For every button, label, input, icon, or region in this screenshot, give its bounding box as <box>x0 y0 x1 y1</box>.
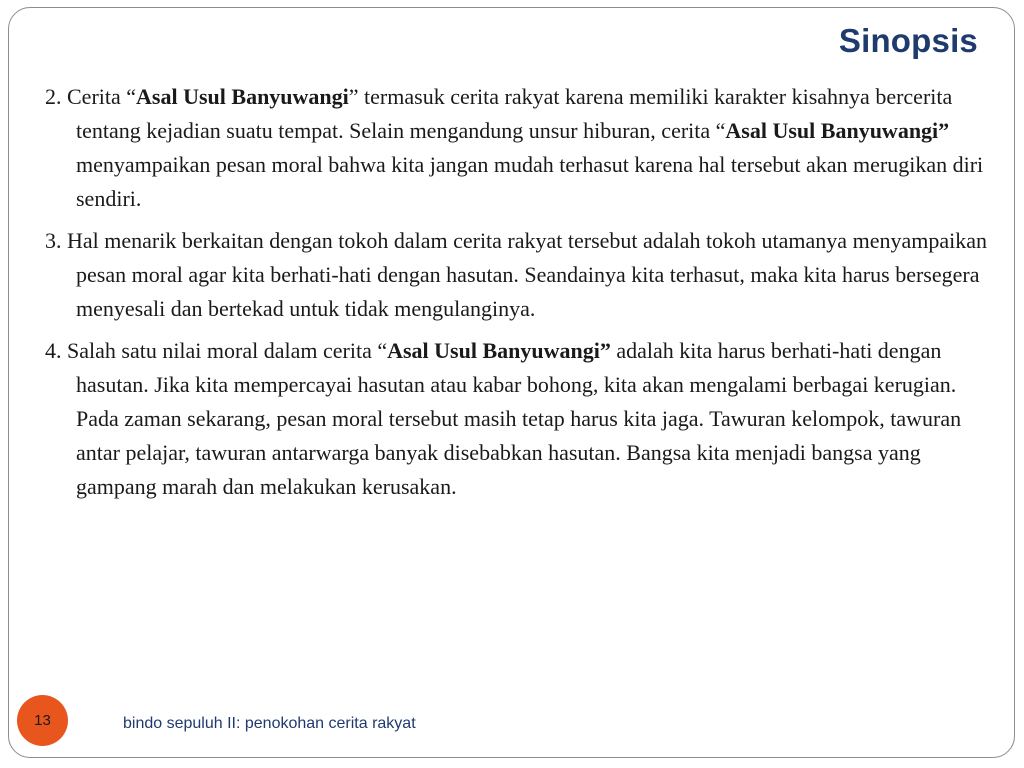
paragraph-3 <box>45 224 995 326</box>
paragraph-4-text-b: adalah kita harus berhati-hati dengan hasutan. Jika kita mempercayai hasutan atau kabar bohong, kita akan mengalami berbagai kerugian. Pada zaman sekarang, pesan moral tersebut masih tetap harus kita jaga. Tawuran kelompok, tawuran antar pelajar, tawuran antarwarga banyak disebabkan hasutan. Bangsa kita menjadi bangsa yang gampang marah dan melakukan kerusakan. <box>76 338 962 499</box>
slide-number-badge <box>17 695 68 746</box>
paragraph-2-text-a: 2. Cerita “ <box>45 84 137 109</box>
paragraph-3-text: 3. Hal menarik berkaitan dengan tokoh dalam cerita rakyat tersebut adalah tokoh utamanya menyampaikan pesan moral agar kita berhati-hati dengan hasutan. Seandainya kita terhasut, maka kita harus bersegera menyesali dan bertekad untuk tidak mengulanginya. <box>45 228 987 321</box>
paragraph-2-text-c: menyampaikan pesan moral bahwa kita jangan mudah terhasut karena hal tersebut akan merugikan diri sendiri. <box>76 152 984 211</box>
paragraph-4 <box>45 334 995 504</box>
paragraph-2-text-b: ” termasuk cerita rakyat karena memiliki karakter kisahnya bercerita tentang kejadian suatu tempat. Selain mengandung unsur hiburan, cerita “ <box>76 84 953 143</box>
paragraph-2-bold-title-b: Asal Usul Banyuwangi” <box>725 118 950 143</box>
paragraph-4-bold-title: Asal Usul Banyuwangi” <box>387 338 611 363</box>
paragraph-2 <box>45 80 995 216</box>
slide-frame <box>8 7 1015 758</box>
paragraph-4-text-a: 4. Salah satu nilai moral dalam cerita “ <box>45 338 388 363</box>
footer-text: bindo sepuluh II: penokohan cerita rakyat <box>123 715 416 732</box>
slide-title: Sinopsis <box>838 22 978 59</box>
paragraph-2-bold-title-a: Asal Usul Banyuwangi <box>136 84 349 109</box>
slide-content <box>45 80 995 512</box>
slide-number: 13 <box>34 712 51 729</box>
